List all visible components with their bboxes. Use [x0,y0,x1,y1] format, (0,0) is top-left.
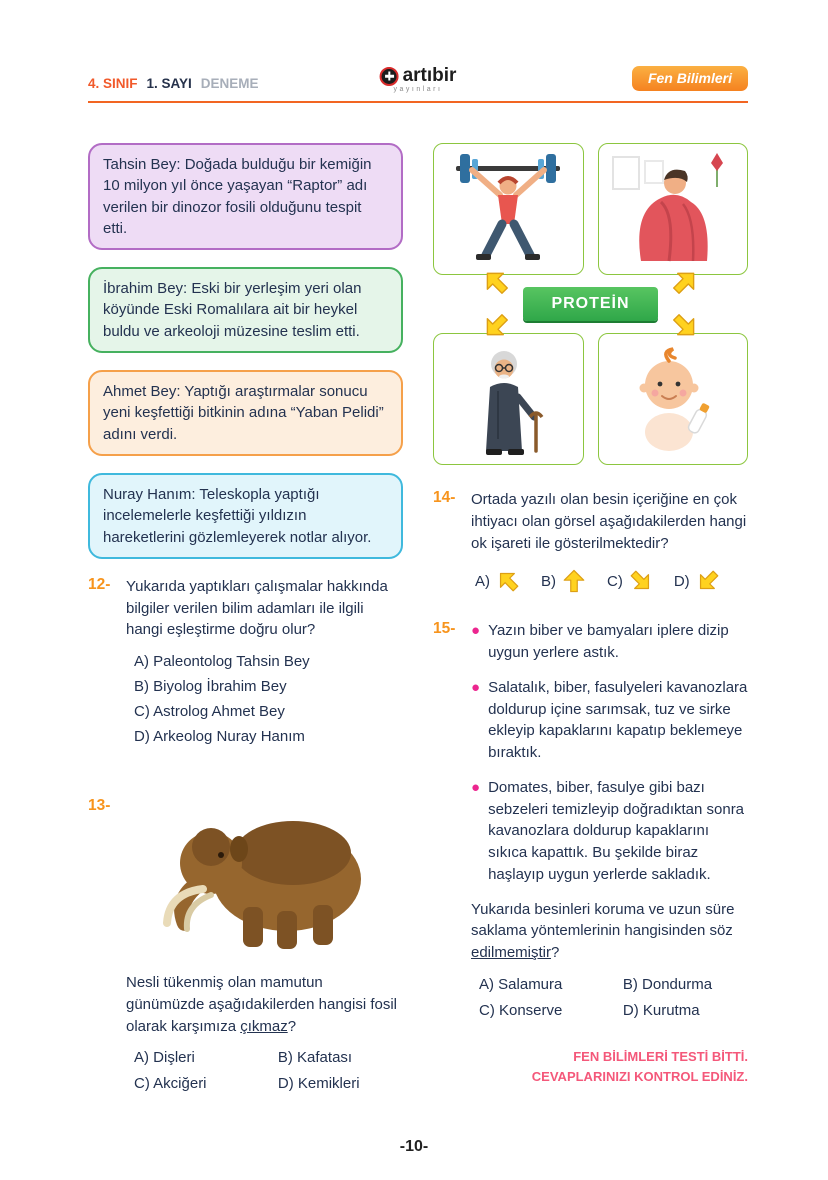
question-14-option-c-label: C) [607,572,623,590]
question-15-number: 15- [433,620,456,638]
publisher-logo [380,65,457,93]
question-15-option-d: D) Kurutma [622,1001,700,1019]
question-14-text: Ortada yazılı olan besin içeriğine en çok ihtiyacı olan görsel aşağıdakilerden hangi ok işareti ile gösterilmektedir? [471,491,747,552]
question-13 [88,797,403,1092]
info-box-ahmet-text: Ahmet Bey: Yaptığı araştırmalar sonucu yeni keşfettiği bitkinin adına “Yaban Pelidi” adını verdi. [103,383,384,443]
right-column [433,143,748,1092]
info-box-nuray-text: Nuray Hanım: Teleskopla yaptığı incelemelerle keşfettiği yıldızın hareketlerini gözlemleyerek notlar alıyor. [103,485,372,546]
question-12-option-b: B) Biyolog İbrahim Bey [134,678,287,696]
question-15-text-before: Yukarıda besinleri koruma ve uzun süre saklama yöntemlerinin hangisinden söz [471,900,735,940]
page-header [88,66,748,103]
question-15-bullet-1-text: Yazın biber ve bamyaları iplere dizip uygun yerlere astık. [488,622,729,661]
question-15-text-after: ? [551,944,560,961]
question-15-options [471,976,748,1019]
bullet-icon: ● [471,678,481,696]
question-13-body [126,797,403,1092]
elderly-man-image [433,333,584,465]
question-13-option-c: C) Akciğeri [134,1075,207,1093]
bullet-icon: ● [471,622,481,640]
protein-label: PROTEİN [523,287,657,321]
question-14 [433,489,748,594]
question-14-number: 14- [433,489,456,506]
question-15-bullet-1 [471,620,748,664]
question-12 [88,576,403,753]
test-end-note-line1: FEN BİLİMLERİ TESTİ BİTTİ. [573,1048,748,1064]
question-13-text [126,972,403,1037]
question-13-text-after: ? [287,1017,297,1035]
question-15-body [471,620,748,1019]
question-15-bullet-3-text: Domates, biber, fasulye gibi bazı sebzeleri temizleyip doğradıktan sonra kavanozlara doldurup kapaklarını sıkıca kapattık. Bu şekilde biraz haşlayıp uygun yerlerde sakladık. [488,778,745,883]
test-end-note [433,1047,748,1087]
question-13-underlined-word: çıkmaz [240,1017,288,1035]
publisher-name: artıbir [402,65,457,86]
info-box-tahsin [88,143,403,250]
info-box-ibrahim [88,267,403,353]
subject-badge: Fen Bilimleri [632,66,748,91]
protein-need-figure [433,143,748,465]
edition-info [88,76,259,91]
question-14-option-d [674,568,721,594]
question-14-option-d-label: D) [673,572,690,590]
question-15-option-b: B) Dondurma [622,975,713,993]
publisher-subtitle: yayınları [393,86,443,93]
question-15-bullet-2-text: Salatalık, biber, fasulyeleri kavanozlara doldurup içine sarımsak, tuz ve sirke ekleyip kapaklarını kapatıp beklemeye bıraktık. [488,678,748,761]
question-12-body [126,576,403,753]
mammoth-illustration [126,799,403,956]
question-12-option-c: C) Astrolog Ahmet Bey [134,703,285,721]
arrow-up-icon [561,568,587,594]
question-12-text: Yukarıda yaptıkları çalışmalar hakkında bilgiler verilen bilim adamları ile ilgili hangi eşleştirme doğru olur? [126,577,388,639]
page-number: -10- [399,1138,429,1155]
publisher-plus-icon [380,67,399,86]
question-12-option-a: A) Paleontolog Tahsin Bey [134,653,310,671]
info-box-nuray [88,473,403,559]
question-14-option-b-label: B) [541,572,556,590]
question-12-number: 12- [88,575,111,593]
test-end-note-line2: CEVAPLARINIZI KONTROL EDİNİZ. [531,1068,748,1084]
issue-label: 1. SAYI [146,76,192,91]
arrow-up-left-icon [490,563,527,600]
info-box-ibrahim-text: İbrahim Bey: Eski bir yerleşim yeri olan köyünde Eski Romalılara ait bir heykel buldu ve arkeoloji müzesine teslim etti. [103,280,362,340]
publisher-logo-row [380,65,457,87]
arrow-down-left-icon [689,563,726,600]
bullet-icon: ● [471,778,481,796]
arrow-down-right-icon [622,563,659,600]
question-15-option-c: C) Konserve [479,1001,563,1019]
question-14-option-a-label: A) [475,572,490,590]
question-14-option-a [475,568,521,594]
baby-image [598,333,749,465]
question-13-number: 13- [88,797,111,815]
question-13-option-b: B) Kafatası [277,1049,353,1067]
content-columns [88,103,748,1092]
question-15-bullet-3 [471,777,748,886]
question-15 [433,620,748,1019]
question-12-options [126,653,403,745]
grade-label: 4. SINIF [88,76,138,91]
info-box-tahsin-text: Tahsin Bey: Doğada bulduğu bir kemiğin 10 milyon yıl önce yaşayan “Raptor” adı verilen bir dinozor fosili olduğunu tespit etti. [103,156,372,237]
question-15-underlined-word: edilmemiştir [471,944,552,961]
exam-type-label: DENEME [200,76,259,91]
weightlifter-image [433,143,584,275]
question-14-body [471,489,748,594]
question-13-options [126,1049,403,1092]
question-12-option-d: D) Arkeolog Nuray Hanım [134,728,305,746]
question-15-text [471,899,748,964]
protein-band [433,275,748,333]
question-15-bullet-2 [471,677,748,764]
sick-person-image [598,143,749,275]
info-box-ahmet [88,370,403,456]
question-13-option-d: D) Kemikleri [277,1075,360,1093]
question-14-option-b [541,568,587,594]
question-15-option-a: A) Salamura [479,975,563,993]
question-14-option-c [607,568,654,594]
left-column [88,143,403,1092]
question-13-text-before: Nesli tükenmiş olan mamutun günümüzde aşağıdakilerden hangisi fosil olarak karşımıza [126,974,398,1035]
question-14-options [471,568,748,594]
question-13-option-a: A) Dişleri [134,1049,195,1067]
